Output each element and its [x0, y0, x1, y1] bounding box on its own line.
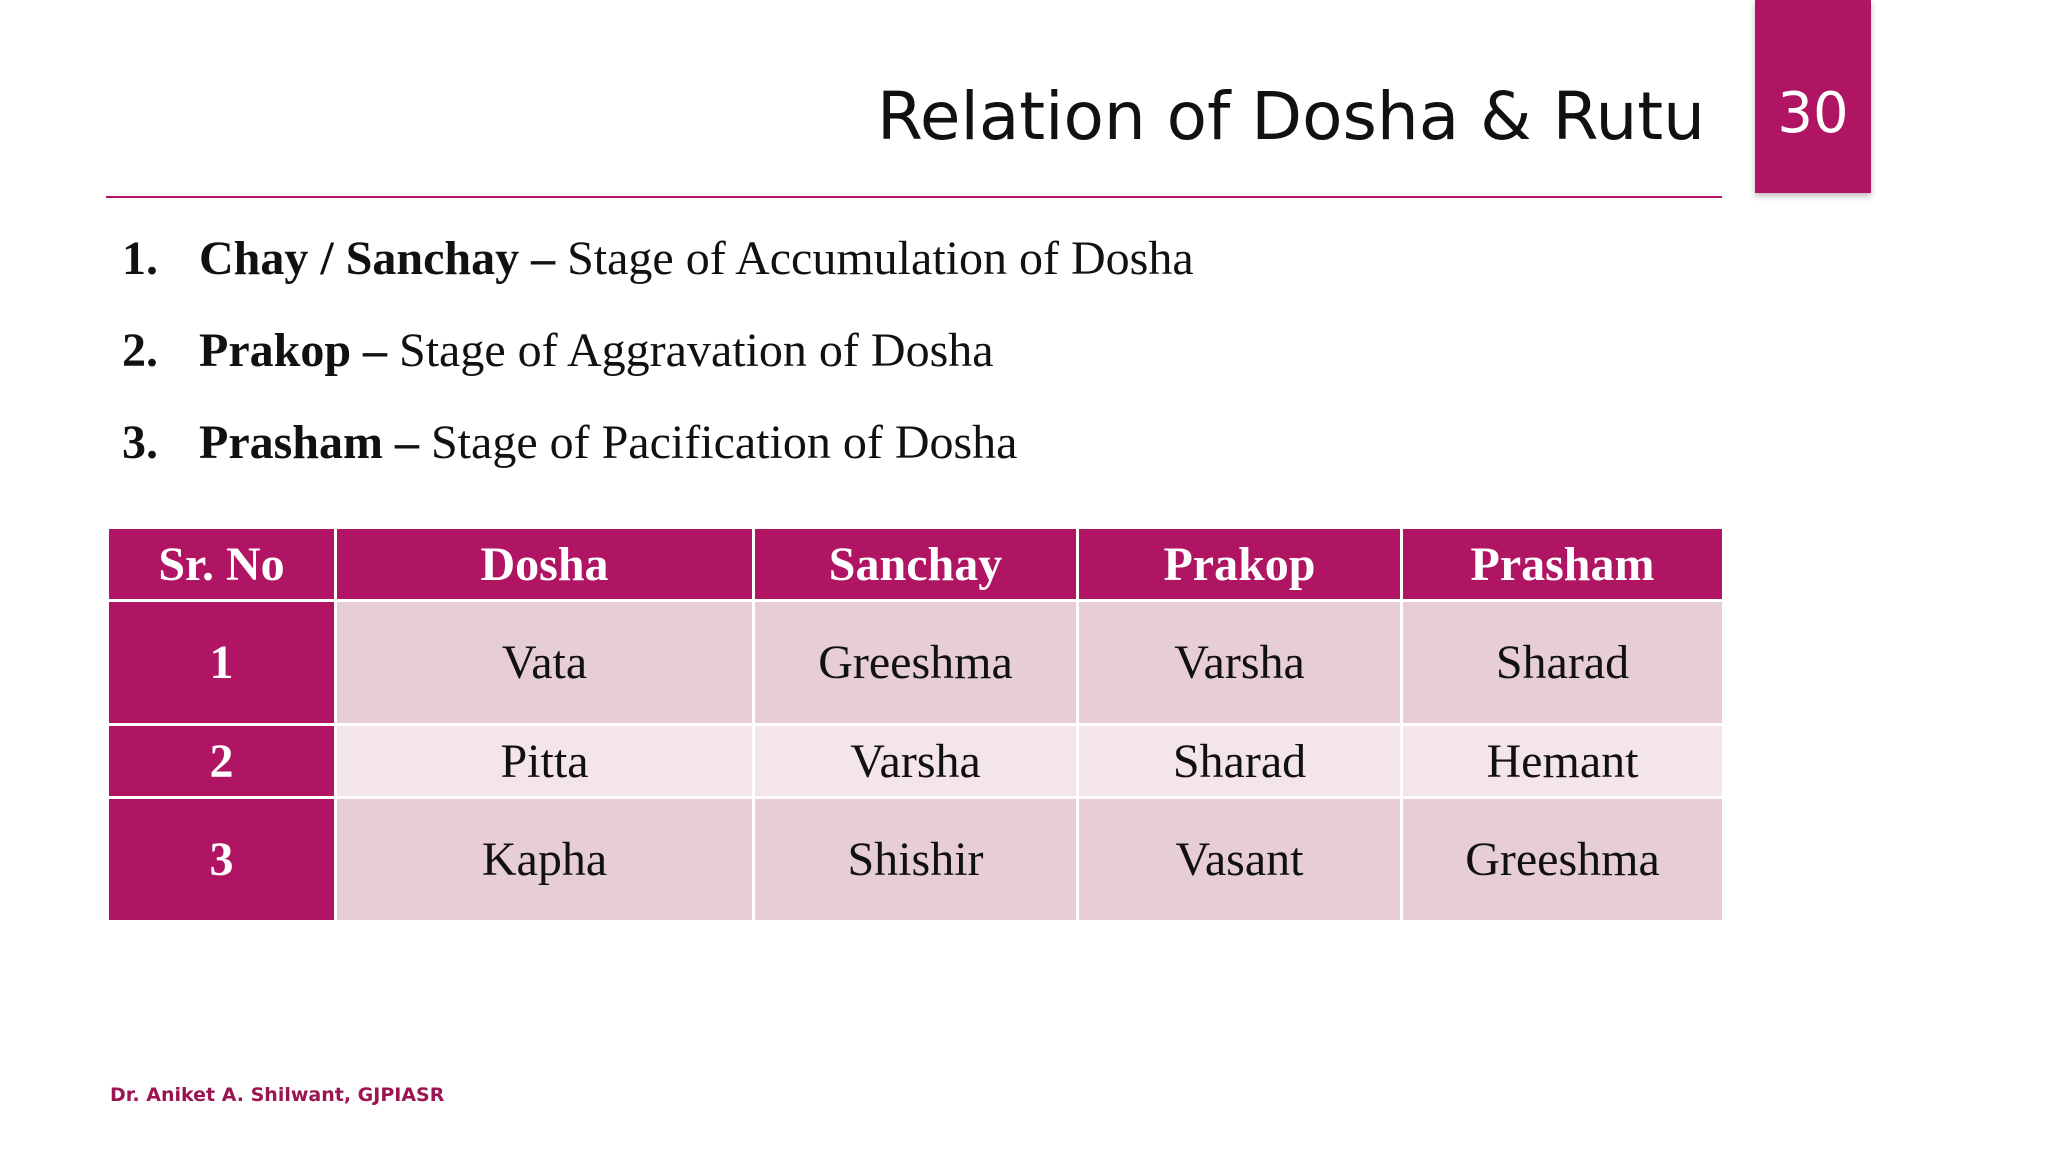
list-number: 3. — [122, 416, 158, 469]
header-prasham: Prasham — [1402, 528, 1724, 601]
cell-prakop: Varsha — [1078, 601, 1402, 725]
table-header-row — [108, 528, 1724, 601]
list-dash: – — [363, 324, 388, 377]
cell-prasham: Greeshma — [1402, 798, 1724, 922]
cell-sanchay: Varsha — [754, 725, 1078, 798]
cell-prasham: Sharad — [1402, 601, 1724, 725]
cell-dosha: Pitta — [336, 725, 754, 798]
list-number: 1. — [122, 232, 158, 285]
list-description: Stage of Accumulation of Dosha — [567, 232, 1194, 285]
list-dash: – — [394, 416, 419, 469]
slide-number — [1755, 0, 1871, 193]
cell-sr-no: 1 — [108, 601, 336, 725]
cell-dosha: Kapha — [336, 798, 754, 922]
title-divider — [106, 196, 1722, 198]
table-row — [108, 601, 1724, 725]
dosha-rutu-table — [106, 526, 1725, 923]
list-term: Chay / Sanchay — [199, 232, 520, 285]
header-sanchay: Sanchay — [754, 528, 1078, 601]
list-term: Prakop — [199, 324, 352, 377]
cell-prasham: Hemant — [1402, 725, 1724, 798]
cell-sr-no: 2 — [108, 725, 336, 798]
slide-title: Relation of Dosha & Rutu — [877, 78, 1705, 155]
header-sr-no: Sr. No — [108, 528, 336, 601]
table-row — [108, 798, 1724, 922]
stage-list — [122, 224, 1194, 500]
cell-dosha: Vata — [336, 601, 754, 725]
list-item — [122, 408, 1194, 500]
list-dash: – — [531, 232, 556, 285]
cell-prakop: Sharad — [1078, 725, 1402, 798]
list-term: Prasham — [199, 416, 383, 469]
list-item — [122, 316, 1194, 408]
slide-number-text: 30 — [1777, 81, 1849, 146]
header-dosha: Dosha — [336, 528, 754, 601]
footer-author: Dr. Aniket A. Shilwant, GJPIASR — [110, 1084, 445, 1106]
list-description: Stage of Pacification of Dosha — [430, 416, 1018, 469]
list-item — [122, 224, 1194, 316]
cell-sr-no: 3 — [108, 798, 336, 922]
cell-sanchay: Greeshma — [754, 601, 1078, 725]
list-description: Stage of Aggravation of Dosha — [399, 324, 994, 377]
cell-sanchay: Shishir — [754, 798, 1078, 922]
cell-prakop: Vasant — [1078, 798, 1402, 922]
table-row — [108, 725, 1724, 798]
list-number: 2. — [122, 324, 158, 377]
header-prakop: Prakop — [1078, 528, 1402, 601]
